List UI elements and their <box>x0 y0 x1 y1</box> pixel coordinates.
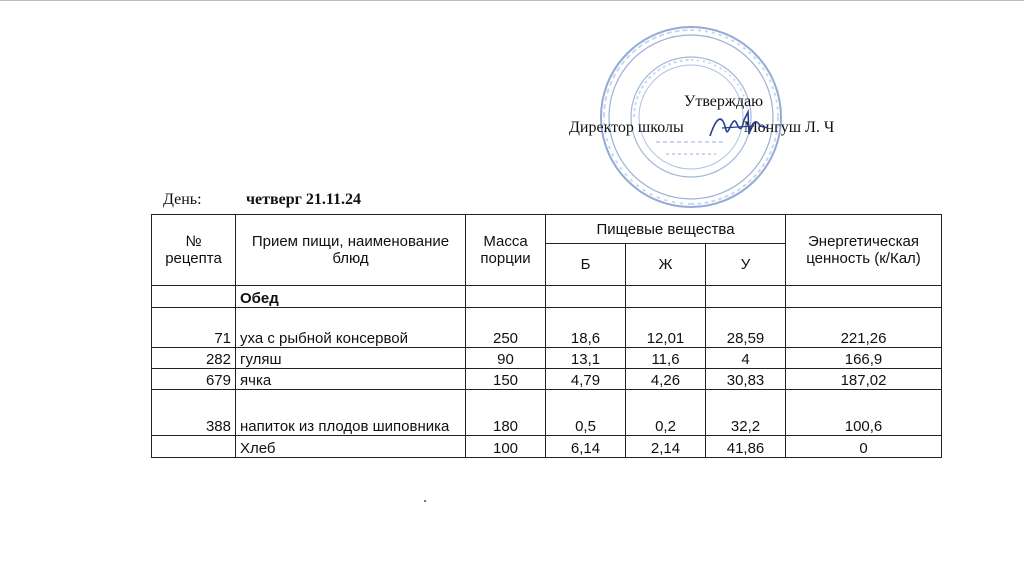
portion-mass: 180 <box>466 390 546 436</box>
table-row <box>152 390 942 436</box>
table-row <box>152 348 942 369</box>
protein-value: 13,1 <box>546 348 626 369</box>
recipe-number: 71 <box>152 308 236 348</box>
recipe-number: 388 <box>152 390 236 436</box>
director-line <box>569 119 834 137</box>
energy-value: 166,9 <box>786 348 942 369</box>
carbs-value: 28,59 <box>706 308 786 348</box>
day-label: День: <box>163 191 202 208</box>
director-signature <box>708 108 770 142</box>
director-name: Монгуш Л. Ч <box>743 119 835 136</box>
fat-value: 0,2 <box>626 390 706 436</box>
fat-value: 4,26 <box>626 369 706 390</box>
header-energy: Энергетическая ценность (к/Кал) <box>786 215 942 286</box>
energy-value: 0 <box>786 436 942 458</box>
director-label: Директор школы <box>569 119 684 136</box>
energy-value: 221,26 <box>786 308 942 348</box>
menu-table <box>151 214 942 458</box>
meal-name: Обед <box>236 286 466 308</box>
energy-value: 187,02 <box>786 369 942 390</box>
page-edge <box>0 0 1024 1</box>
portion-mass: 100 <box>466 436 546 458</box>
dish-name: ячка <box>236 369 466 390</box>
table-row <box>152 436 942 458</box>
protein-value: 18,6 <box>546 308 626 348</box>
portion-mass: 250 <box>466 308 546 348</box>
protein-value: 4,79 <box>546 369 626 390</box>
energy-value: 100,6 <box>786 390 942 436</box>
header-recipe: № рецепта <box>152 215 236 286</box>
header-meal: Прием пищи, наименование блюд <box>236 215 466 286</box>
dish-name: гуляш <box>236 348 466 369</box>
portion-mass: 90 <box>466 348 546 369</box>
recipe-number <box>152 436 236 458</box>
portion-mass: 150 <box>466 369 546 390</box>
header-nutrients: Пищевые вещества <box>546 215 786 244</box>
fat-value: 11,6 <box>626 348 706 369</box>
protein-value: 0,5 <box>546 390 626 436</box>
header-fat: Ж <box>626 244 706 286</box>
carbs-value: 30,83 <box>706 369 786 390</box>
carbs-value: 4 <box>706 348 786 369</box>
carbs-value: 41,86 <box>706 436 786 458</box>
header-carbs: У <box>706 244 786 286</box>
day-value: четверг 21.11.24 <box>246 191 362 208</box>
fat-value: 12,01 <box>626 308 706 348</box>
dish-name: уха с рыбной консервой <box>236 308 466 348</box>
header-mass: Масса порции <box>466 215 546 286</box>
fat-value: 2,14 <box>626 436 706 458</box>
scan-speck <box>424 500 426 502</box>
protein-value: 6,14 <box>546 436 626 458</box>
dish-name: Хлеб <box>236 436 466 458</box>
recipe-number: 679 <box>152 369 236 390</box>
header-protein: Б <box>546 244 626 286</box>
meal-row <box>152 286 942 308</box>
table-row <box>152 369 942 390</box>
carbs-value: 32,2 <box>706 390 786 436</box>
recipe-number: 282 <box>152 348 236 369</box>
dish-name: напиток из плодов шиповника <box>236 390 466 436</box>
approve-title: Утверждаю <box>684 93 764 110</box>
table-row <box>152 308 942 348</box>
